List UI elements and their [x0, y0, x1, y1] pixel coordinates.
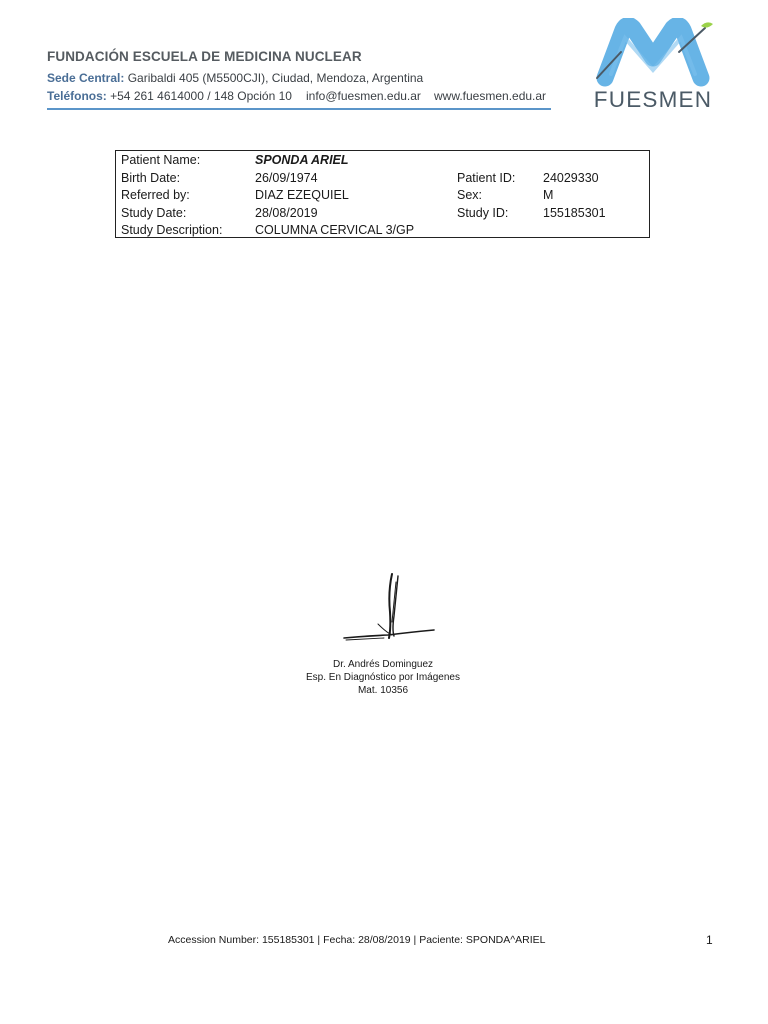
signer-name: Dr. Andrés Dominguez	[332, 659, 434, 670]
handwritten-signature	[336, 572, 440, 644]
phone-label: Teléfonos:	[47, 89, 107, 103]
study-id-label: Study ID:	[457, 205, 509, 220]
letterhead	[47, 48, 551, 103]
patient-info-table	[115, 150, 650, 238]
address-value: Garibaldi 405 (M5500CJI), Ciudad, Mendoza, Argentina	[127, 71, 424, 85]
patient-id-value: 24029330	[543, 170, 599, 185]
logo-wordmark: FUESMEN	[593, 87, 713, 112]
referred-by-row	[116, 187, 649, 205]
website-link[interactable]: www.fuesmen.edu.ar	[434, 89, 547, 103]
patient-id-label: Patient ID:	[457, 170, 516, 185]
study-description-label: Study Description:	[121, 223, 223, 237]
header-divider	[47, 108, 551, 110]
footer-accession-info: Accession Number: 155185301 | Fecha: 28/08/2019 | Paciente: SPONDA^ARIEL	[168, 934, 546, 946]
birth-date-value: 26/09/1974	[255, 170, 318, 185]
patient-name-label: Patient Name:	[121, 153, 201, 167]
signer-license: Mat. 10356	[357, 685, 409, 696]
study-id-value: 155185301	[543, 205, 606, 220]
study-date-label: Study Date:	[121, 205, 187, 220]
patient-name-value: SPONDA ARIEL	[255, 153, 349, 167]
study-date-row	[116, 205, 649, 223]
patient-name-row	[116, 152, 649, 170]
sex-value: M	[543, 188, 554, 202]
referred-by-label: Referred by:	[121, 188, 190, 202]
birth-date-label: Birth Date:	[121, 170, 181, 185]
organization-name: FUNDACIÓN ESCUELA DE MEDICINA NUCLEAR	[47, 49, 362, 64]
logo-m-mark-icon	[583, 18, 721, 88]
study-description-value: COLUMNA CERVICAL 3/GP	[255, 223, 415, 237]
study-date-value: 28/08/2019	[255, 205, 318, 220]
page-number: 1	[706, 933, 713, 947]
address-label: Sede Central:	[47, 71, 125, 85]
birth-date-row	[116, 170, 649, 188]
address-line	[47, 70, 423, 86]
signer-title: Esp. En Diagnóstico por Imágenes	[306, 672, 460, 683]
fuesmen-logo	[583, 18, 721, 112]
email-link[interactable]: info@fuesmen.edu.ar	[306, 89, 421, 103]
sex-label: Sex:	[457, 188, 483, 202]
study-description-row	[116, 222, 649, 240]
referred-by-value: DIAZ EZEQUIEL	[255, 188, 349, 202]
signer-block	[270, 658, 496, 697]
phone-numbers: +54 261 4614000 / 148 Opción 10	[110, 89, 292, 103]
contact-line	[47, 88, 551, 104]
